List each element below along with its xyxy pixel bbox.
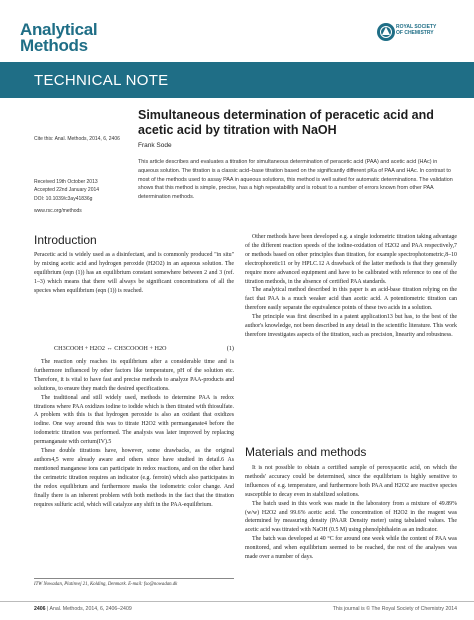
rsc-line2: OF CHEMISTRY	[396, 30, 434, 36]
introduction-heading: Introduction	[34, 233, 97, 247]
article-title: Simultaneous determination of peracetic acid and acetic acid by titration with NaOH	[138, 108, 434, 137]
intro-paragraph-4: These double titrations have, however, some drawbacks, as the original authors4,5 were already aware and others since have studied in detail.6 As mentioned manganese ions can participate in redox reactions, and on the other hand the cerimetric titration requires an indicator (e.g. ferroin) which also participates in the redox equilibrium and furthermore masks the iodometric color change. And finally there is an inherent problem with both methods in the fact that the titration requires sulfuric acid, which will catalyze any shift in the PAA-equilibrium.	[34, 448, 234, 508]
intro-paragraph-2: The reaction only reaches its equilibrium after a considerable time and is furthermore influenced by other factors like temperature, pH of the solution etc. Therefore, it is vital to have fast and precise methods to analyze PAA-products and solutions, to ensure they match the desired specifications.	[34, 359, 234, 392]
dates-block	[34, 178, 99, 194]
citation-line: Cite this: Anal. Methods, 2014, 6, 2406	[34, 136, 120, 142]
materials-heading: Materials and methods	[245, 445, 367, 459]
intro-paragraph-3: The traditional and still widely used, methods to determine PAA is redox titrations where PAA oxidizes iodine to iodide which is then titrated with thiosulfate. A problem with this is that hydrogen peroxide is also an oxidant that oxidizes iodine. One way around this was to titrate H2O2 with permanganate4 before the iodometric titration was performed. The analysis was later improved by replacing permanganate with cerium(IV).5	[34, 394, 234, 446]
page-number: 2406	[34, 606, 46, 612]
materials-paragraph-3: The batch was developed at 40 °C for around one week while the content of PAA was monitored, and when equilibrium seemed to be reached, the rest of the analyses was made over a number of days.	[245, 536, 457, 561]
intro-right-paragraph-1: Other methods have been developed e.g. a single iodometric titration taking advantage of the different reaction speeds of the iodine-oxidation of H2O2 and PAA respectively,7 or methods based on other principles than titration, for example spectrophotometric,8–10 electrophoretic11 or by HPLC.12 A drawback of the latter methods is that they generally require more advanced equipment and have to be calibrated with reference to one of the titration methods, in the absence of certified PAA standards.	[245, 234, 457, 285]
intro-left-column-bottom	[34, 358, 234, 509]
article-type-label: TECHNICAL NOTE	[34, 72, 169, 89]
footer-separator: |	[47, 606, 50, 612]
journal-name-line1: Analytical	[20, 20, 98, 39]
abstract: This article describes and evaluates a titration for simultaneous determination of peracetic acid (PAA) and acetic acid (HAc) in aqueous solution. The titration is a classic acid–base titration based on the significantly different pKa of PAA and HAc. In contrast to most of the methods used to assay PAA in aqueous solutions, this method is well suited for automatic determinations. The validation shows that this method is simple, precise, has a high repeatability and is robust to a number of errors known from other PAA determination methods.	[138, 159, 453, 201]
intro-right-paragraph-3: The principle was first described in a patent application13 but has, to the best of the author's knowledge, not been described in any detail in the scientific literature. This work therefore investigates aspects of the titration, such as precision, linearity and robustness.	[245, 314, 457, 338]
intro-right-column	[245, 233, 457, 340]
materials-paragraph-1: It is not possible to obtain a certified sample of peroxyacetic acid, on which the methods' accuracy could be determined, since the equilibrium is highly sensitive to influences of e.g. temperature, and furthermore both PAA and H2O2 are reactive species susceptible to decay even in stabilized solutions.	[245, 465, 457, 498]
equation-text: CH3COOH + H2O2 ↔ CH3COOOH + H2O	[54, 345, 167, 352]
equation-number: (1)	[226, 345, 234, 352]
accepted-date: Accepted 22nd January 2014	[34, 187, 100, 193]
journal-name-line2: Methods	[20, 36, 88, 55]
rsc-line1: ROYAL SOCIETY	[396, 24, 437, 30]
journal-logo[interactable]	[20, 22, 97, 54]
journal-url-link[interactable]: www.rsc.org/methods	[34, 208, 82, 214]
intro-right-paragraph-2: The analytical method described in this paper is an acid-base titration relying on the fact that PAA is a much weaker acid than acetic acid. A potentiometric titration can therefore easily separate the equivalence points of these two acids in a solution.	[245, 287, 457, 312]
footer-journal-ref: Anal. Methods, 2014, 6, 2406–2409	[49, 606, 132, 612]
doi-link[interactable]: DOI: 10.1039/c3ay41836g	[34, 196, 93, 202]
affiliation-footnote: ITW Nowadan, Platinvej 21, Kolding, Denmark. E-mail: fso@nowadan.dk	[34, 582, 178, 587]
footer-divider	[0, 601, 474, 602]
received-date: Received 19th October 2013	[34, 179, 98, 185]
materials-paragraph-2: The batch used in this work was made in the laboratory from a mixture of 49.89% (w/w) H2O2 and 99.6% acetic acid. The concentration of H2O2 in the reagent was determined by measuring density (PAAR Density meter) using tabulated values. The acetic acid was titrated with NaOH (0.5 M) using phenolphthalein as an indicator.	[245, 500, 457, 534]
footer-citation	[34, 606, 132, 612]
materials-column	[245, 464, 457, 562]
rsc-logo-text	[396, 24, 436, 36]
author-name: Frank Sode	[138, 142, 172, 149]
intro-paragraph-1: Peracetic acid is widely used as a disinfectant, and is commonly produced "in situ" by mixing acetic acid and hydrogen peroxide (H2O2) in an aqueous solution. The equilibrium (eqn (1)) has an equilibrium constant somewhere between 2 and 3 (ref. 1–3) which means that there will always be significant concentrations of all the species when equilibrium (eqn (1)) is reached.	[34, 252, 234, 294]
footnote-divider	[34, 578, 234, 579]
intro-left-column-top	[34, 251, 234, 296]
footer-copyright: This journal is © The Royal Society of Chemistry 2014	[332, 606, 457, 612]
